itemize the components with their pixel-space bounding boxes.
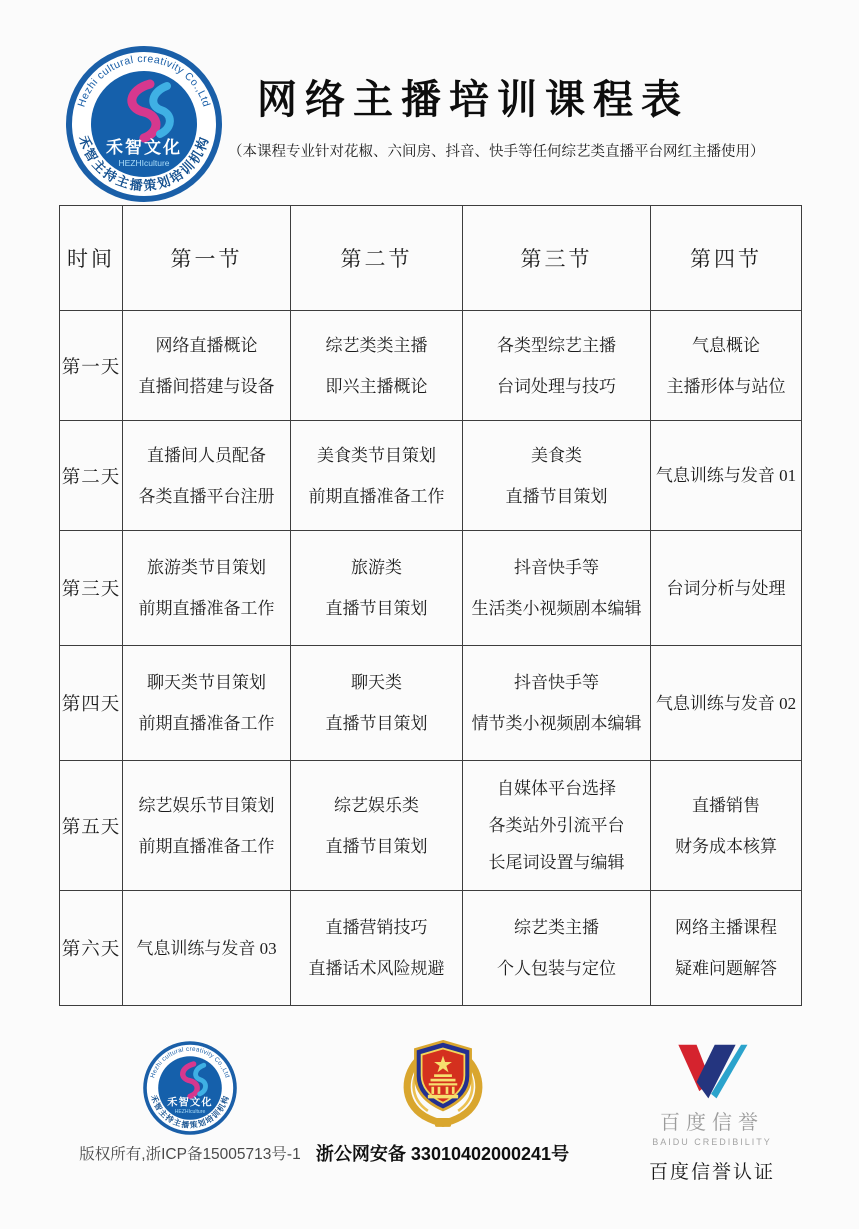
- course-text: 台词分析与处理: [666, 578, 786, 598]
- course-cell: [651, 761, 802, 891]
- table-row-day-1: [60, 311, 802, 421]
- table-header-row: [60, 206, 802, 311]
- page-title: 网络主播培训课程表: [257, 77, 689, 122]
- course-cell: [291, 531, 463, 646]
- table-row-day-5: [60, 761, 802, 891]
- course-cell: [651, 891, 802, 1006]
- course-text: 旅游类: [351, 558, 402, 577]
- course-cell: [291, 891, 463, 1006]
- course-cell: [651, 421, 802, 531]
- course-text: 抖音快手等: [514, 673, 599, 692]
- course-cell: [123, 531, 291, 646]
- course-text: 美食类节目策划: [317, 445, 436, 465]
- course-cell: [291, 761, 463, 891]
- course-text: 直播节目策划: [325, 714, 428, 733]
- course-cell: [291, 311, 463, 421]
- course-text: 直播销售: [692, 795, 760, 815]
- row-label-day: 第一天: [60, 311, 123, 421]
- course-text: 直播节目策划: [325, 836, 428, 856]
- course-text: 直播间搭建与设备: [138, 376, 275, 396]
- course-text: 综艺类主播: [514, 918, 599, 937]
- course-cell: [651, 646, 802, 761]
- course-text: 直播节目策划: [325, 599, 428, 618]
- course-text: 网络主播课程: [675, 918, 777, 937]
- company-logo-icon: [142, 1040, 238, 1136]
- course-text: 生活类小视频剧本编辑: [471, 599, 642, 618]
- baidu-credibility-icon: [669, 1042, 755, 1102]
- course-cell: [291, 646, 463, 761]
- course-text: 直播节目策划: [505, 486, 608, 506]
- course-text: 气息概论: [692, 335, 760, 355]
- course-text: 长尾词设置与编辑: [488, 853, 625, 872]
- row-label-day: 第三天: [60, 531, 123, 646]
- police-badge-icon: [394, 1036, 492, 1134]
- course-text: 各类直播平台注册: [138, 486, 275, 506]
- course-text: 台词处理与技巧: [497, 376, 616, 396]
- baidu-certification-text: 百度信誉认证: [648, 1162, 775, 1183]
- footer-police-block: [315, 1036, 570, 1166]
- course-text: 前期直播准备工作: [138, 714, 275, 733]
- course-cell: [463, 531, 651, 646]
- course-text: 直播营销技巧: [325, 918, 428, 937]
- column-header-lesson-3: 第三节: [463, 206, 651, 311]
- course-text: 疑难问题解答: [675, 959, 777, 978]
- course-text: 财务成本核算: [675, 836, 777, 856]
- course-text: 前期直播准备工作: [138, 836, 275, 856]
- course-cell: [651, 531, 802, 646]
- course-text: 综艺娱乐类: [334, 795, 419, 815]
- course-text: 综艺类类主播: [325, 335, 428, 355]
- page-subtitle: （本课程专业针对花椒、六间房、抖音、快手等任何综艺类直播平台网红主播使用）: [228, 144, 765, 160]
- column-header-lesson-2: 第二节: [291, 206, 463, 311]
- column-header-lesson-4: 第四节: [651, 206, 802, 311]
- baidu-credibility-subtitle: BAIDU CREDIBILITY: [652, 1137, 772, 1147]
- course-cell: [123, 646, 291, 761]
- course-cell: [463, 421, 651, 531]
- course-cell: [291, 421, 463, 531]
- course-text: 个人包装与定位: [497, 959, 616, 978]
- course-text: 聊天类: [351, 673, 402, 692]
- course-text: 主播形体与站位: [666, 376, 786, 396]
- footer-baidu-block: [612, 1042, 812, 1184]
- course-schedule-table: [59, 205, 802, 1006]
- course-text: 抖音快手等: [514, 558, 599, 577]
- table-row-day-2: [60, 421, 802, 531]
- course-text: 前期直播准备工作: [138, 599, 275, 618]
- table-row-day-4: [60, 646, 802, 761]
- column-header-lesson-1: 第一节: [123, 206, 291, 311]
- copyright-text: 版权所有,浙ICP备15005713号-1: [79, 1146, 301, 1163]
- course-text: 气息训练与发音 01: [655, 466, 797, 485]
- course-cell: [123, 891, 291, 1006]
- course-cell: [123, 761, 291, 891]
- row-label-day: 第二天: [60, 421, 123, 531]
- course-text: 即兴主播概论: [325, 376, 428, 396]
- course-text: 美食类: [531, 445, 582, 465]
- course-text: 综艺娱乐节目策划: [138, 795, 275, 815]
- footer-copyright-block: [70, 1040, 310, 1164]
- course-cell: [123, 421, 291, 531]
- course-cell: [651, 311, 802, 421]
- course-text: 自媒体平台选择: [497, 779, 616, 798]
- course-text: 前期直播准备工作: [308, 486, 445, 506]
- course-cell: [463, 646, 651, 761]
- course-text: 气息训练与发音 02: [655, 693, 797, 713]
- course-cell: [463, 311, 651, 421]
- column-header-time: 时间: [60, 206, 123, 311]
- row-label-day: 第六天: [60, 891, 123, 1006]
- row-label-day: 第四天: [60, 646, 123, 761]
- course-text: 各类型综艺主播: [497, 335, 616, 355]
- course-cell: [123, 311, 291, 421]
- table-row-day-3: [60, 531, 802, 646]
- course-text: 聊天类节目策划: [147, 673, 266, 692]
- course-text: 直播间人员配备: [147, 445, 266, 465]
- course-text: 情节类小视频剧本编辑: [471, 714, 642, 733]
- table-row-day-6: [60, 891, 802, 1006]
- course-cell: [463, 891, 651, 1006]
- course-text: 网络直播概论: [155, 335, 258, 355]
- police-filing-text: 浙公网安备 33010402000241号: [315, 1144, 570, 1164]
- baidu-credibility-title: 百度信誉: [660, 1112, 764, 1134]
- course-text: 各类站外引流平台: [488, 816, 625, 835]
- course-cell: [463, 761, 651, 891]
- course-text: 直播话术风险规避: [308, 959, 445, 978]
- course-text: 气息训练与发音 03: [136, 938, 277, 958]
- course-text: 旅游类节目策划: [147, 558, 266, 577]
- company-logo-icon: [64, 44, 224, 204]
- row-label-day: 第五天: [60, 761, 123, 891]
